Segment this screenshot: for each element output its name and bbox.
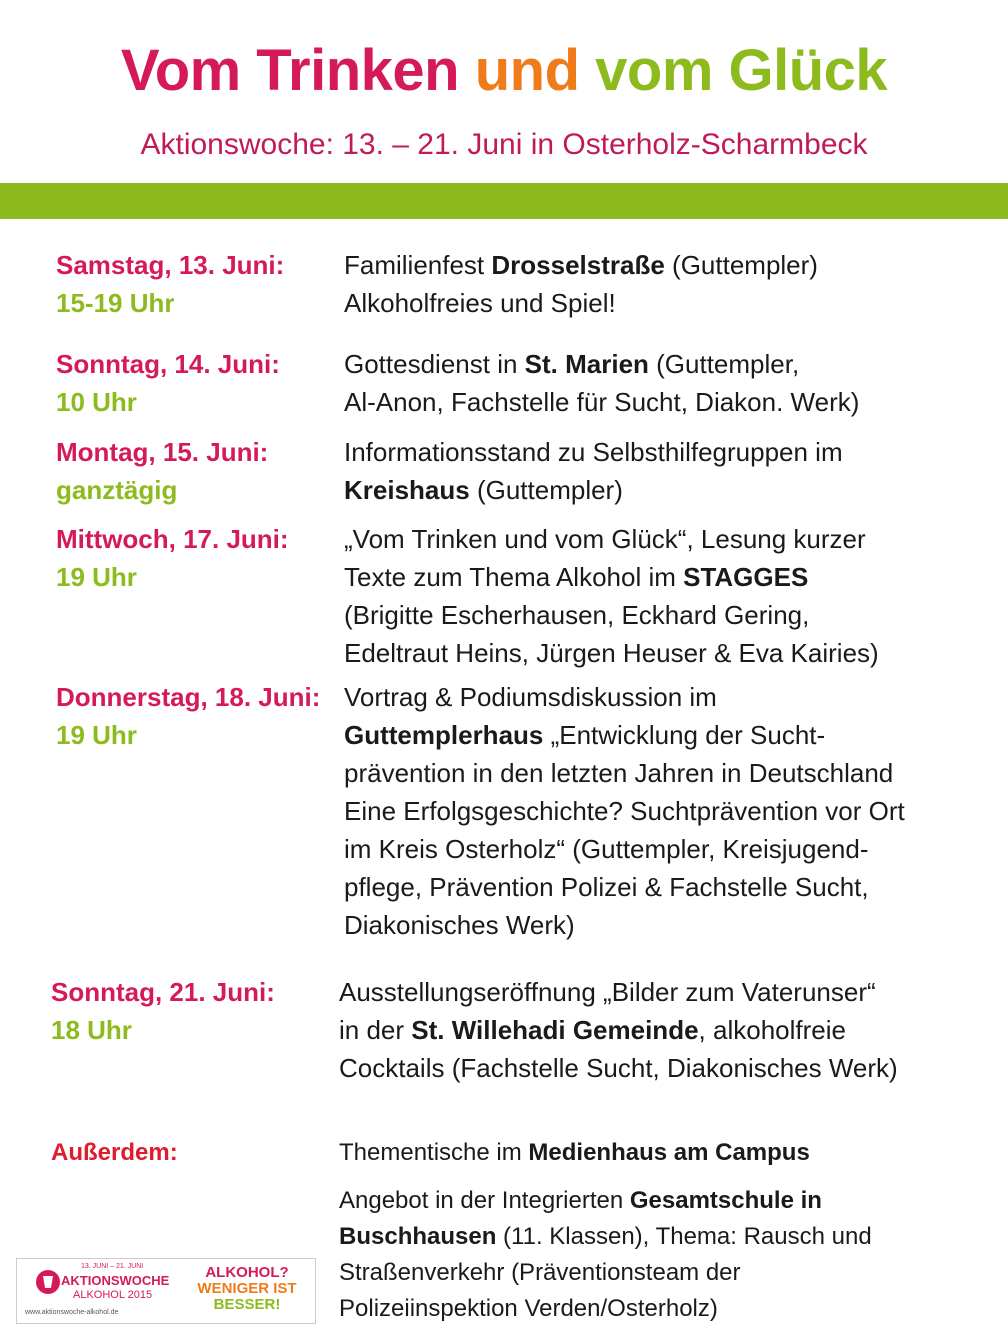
extra-line: Straßenverkehr (Präventionsteam der <box>339 1259 741 1286</box>
glass-icon <box>35 1269 61 1295</box>
description-line: Al-Anon, Fachstelle für Sucht, Diakon. Werk) <box>344 387 860 417</box>
event-day: Sonntag, 21. Juni: <box>51 977 275 1007</box>
description-line: Vortrag & Podiumsdiskussion im <box>344 682 717 712</box>
slogan-line: ALKOHOL? <box>205 1264 289 1281</box>
slogan-line: BESSER! <box>213 1296 281 1313</box>
description-line: Texte zum Thema Alkohol im STAGGES <box>344 562 809 592</box>
slogan-line: WENIGER IST <box>197 1280 297 1297</box>
extra-line: Angebot in der Integrierten Gesamtschule in <box>339 1187 822 1214</box>
event-day: Donnerstag, 18. Juni: <box>56 682 321 712</box>
event-description <box>344 246 818 322</box>
description-line: Edeltraut Heins, Jürgen Heuser & Eva Kairies) <box>344 638 879 668</box>
green-divider-band <box>0 183 1008 219</box>
extra-line: Polizeiinspektion Verden/Osterholz) <box>339 1295 718 1322</box>
logo-name: AKTIONSWOCHE <box>61 1273 170 1288</box>
logo-slogan <box>185 1265 309 1313</box>
description-line: Guttemplerhaus „Entwicklung der Sucht- <box>344 720 826 750</box>
event-day: Montag, 15. Juni: <box>56 437 269 467</box>
extra-line: Buschhausen (11. Klassen), Thema: Rausch und <box>339 1223 872 1250</box>
extra-block <box>339 1183 872 1327</box>
event-time: 18 Uhr <box>51 1015 132 1045</box>
event-description <box>344 678 905 944</box>
event-time: ganztägig <box>56 475 178 505</box>
description-line: Familienfest Drosselstraße (Guttempler) <box>344 250 818 280</box>
logo-url: www.aktionswoche-alkohol.de <box>25 1309 119 1316</box>
description-line: pflege, Prävention Polizei & Fachstelle Sucht, <box>344 872 869 902</box>
title-part-2: und <box>474 38 580 103</box>
title-part-1: Vom Trinken <box>120 38 460 103</box>
description-line: Informationsstand zu Selbsthilfegruppen im <box>344 437 843 467</box>
event-time: 19 Uhr <box>56 562 137 592</box>
page-subtitle: Aktionswoche: 13. – 21. Juni in Osterholz-Scharmbeck <box>140 128 868 161</box>
event-day: Mittwoch, 17. Juni: <box>56 524 289 554</box>
description-line: Diakonisches Werk) <box>344 910 575 940</box>
event-time: 15-19 Uhr <box>56 288 175 318</box>
description-line: prävention in den letzten Jahren in Deutschland <box>344 758 894 788</box>
event-description <box>339 973 898 1087</box>
page-title <box>0 36 1008 106</box>
description-line: (Brigitte Escherhausen, Eckhard Gering, <box>344 600 810 630</box>
description-line: Alkoholfreies und Spiel! <box>344 288 616 318</box>
event-description <box>344 520 879 672</box>
logo-dates: 13. JUNI – 21. JUNI <box>81 1263 144 1270</box>
description-line: Eine Erfolgsgeschichte? Suchtprävention vor Ort <box>344 796 905 826</box>
description-line: Cocktails (Fachstelle Sucht, Diakonisches Werk) <box>339 1053 898 1083</box>
description-line: Gottesdienst in St. Marien (Guttempler, <box>344 349 800 379</box>
event-time: 19 Uhr <box>56 720 137 750</box>
campaign-logo <box>16 1258 316 1324</box>
event-day: Samstag, 13. Juni: <box>56 250 285 280</box>
description-line: in der St. Willehadi Gemeinde, alkoholfreie <box>339 1015 846 1045</box>
event-day: Sonntag, 14. Juni: <box>56 349 280 379</box>
description-line: im Kreis Osterholz“ (Guttempler, Kreisjugend- <box>344 834 869 864</box>
logo-year: ALKOHOL 2015 <box>73 1289 153 1301</box>
event-time: 10 Uhr <box>56 387 137 417</box>
event-description <box>344 433 843 509</box>
description-line: Ausstellungseröffnung „Bilder zum Vaterunser“ <box>339 977 876 1007</box>
title-part-3: vom Glück <box>595 38 888 103</box>
description-line: Kreishaus (Guttempler) <box>344 475 623 505</box>
extra-label: Außerdem: <box>51 1139 178 1166</box>
event-description <box>344 345 859 421</box>
description-line: „Vom Trinken und vom Glück“, Lesung kurzer <box>344 524 866 554</box>
extra-line: Thementische im Medienhaus am Campus <box>339 1139 810 1166</box>
